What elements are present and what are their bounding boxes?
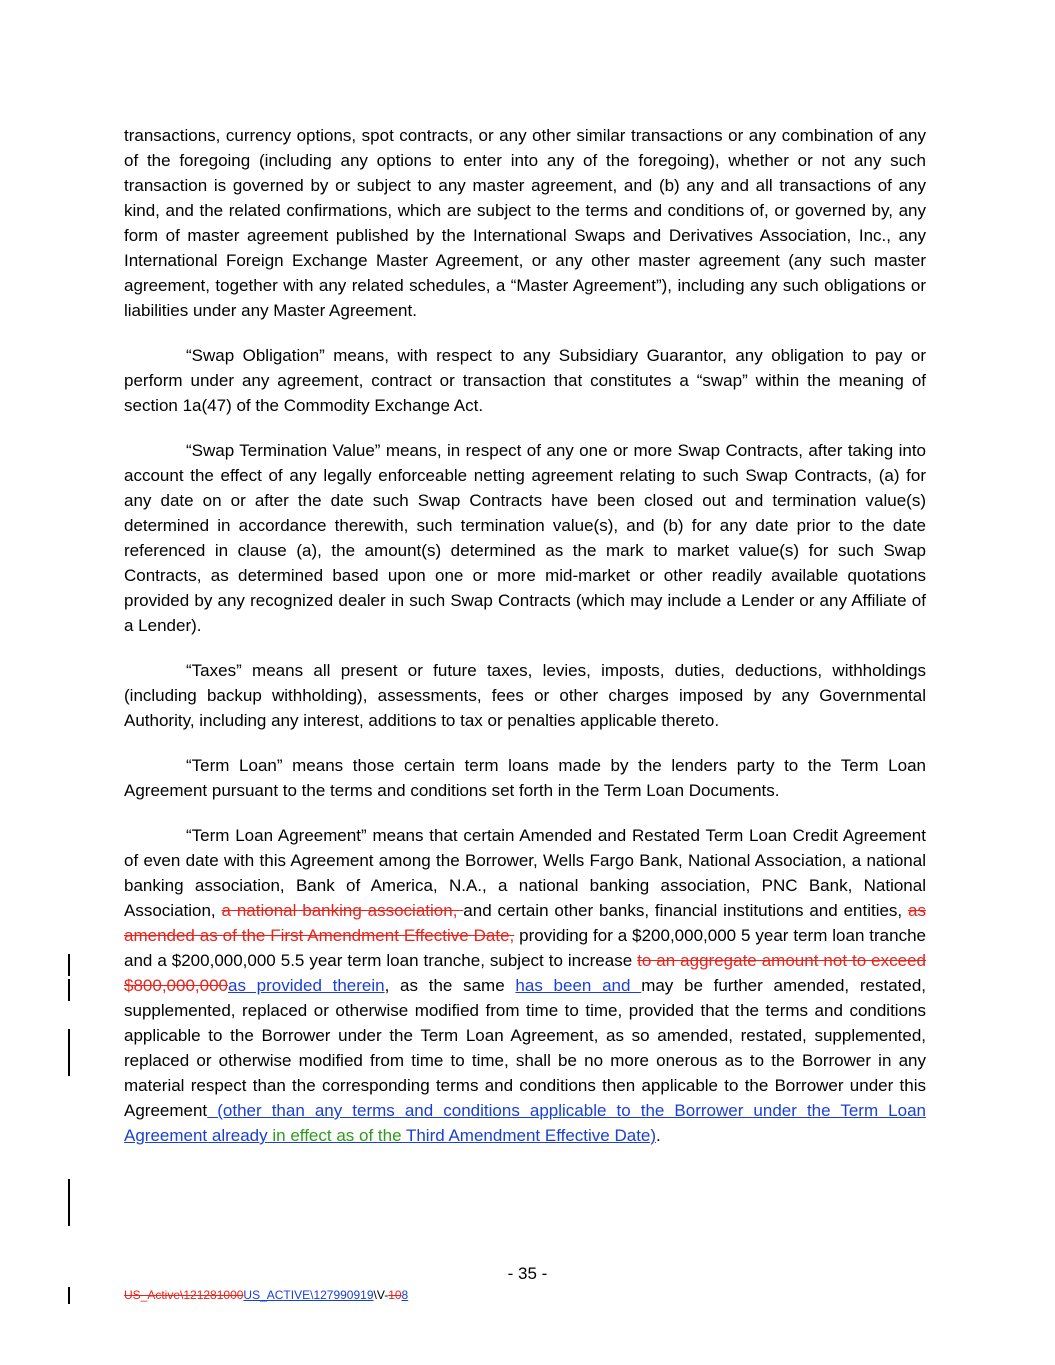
text-run: may be further amended, restated, supplemented, replaced or otherwise modified from time to time, provided that the terms and conditions applicable to the Borrower under the Term Loan Agreement, as so amended, restated, supplemented, replaced or otherwise modified from time to time, shall be no more onerous as to the Borrower in any material respect than the corresponding terms and conditions then applicable to the Borrower under this Agreement xyxy=(124,976,927,1120)
paragraph-term-loan: “Term Loan” means those certain term loans made by the lenders party to the Term Loan Agreement pursuant to the terms and conditions set forth in the Term Loan Documents. xyxy=(124,756,926,800)
inserted-text: (other than any terms and conditions applicable to the Borrower under the Term Loan Agreement already xyxy=(124,1101,926,1145)
text-run: “Term Loan Agreement” means that certain Amended and Restated Term Loan Credit Agreement of even date with this Agreement among the Borrower, Wells Fargo Bank, National Association, a national banking association, Bank of America, N.A., a national banking association, PNC Bank, National Association, xyxy=(124,826,926,920)
document-body xyxy=(124,123,926,1168)
inserted-doc-id: US_ACTIVE\127990919 xyxy=(243,1288,374,1302)
page-number: - 35 - xyxy=(507,1264,548,1283)
deleted-doc-id: US_Active\121281000 xyxy=(124,1288,244,1302)
deleted-version: 10 xyxy=(388,1288,402,1302)
paragraph-swap-obligation: “Swap Obligation” means, with respect to any Subsidiary Guarantor, any obligation to pay or perform under any agreement, contract or transaction that constitutes a “swap” within the meaning of section 1a(47) of the Commodity Exchange Act. xyxy=(124,346,926,415)
inserted-text: Third Amendment Effective Date) xyxy=(405,1126,657,1145)
text-run: providing for a $200,000,000 5 year term loan tranche and a $200,000,000 5.5 year term loan tranche, subject to increase xyxy=(124,926,926,970)
change-bar xyxy=(68,954,70,976)
text-run: . xyxy=(656,1126,661,1145)
deleted-text: as amended as of the First Amendment Effective Date, xyxy=(124,901,926,945)
inserted-text: has been and xyxy=(515,976,642,995)
version-prefix: \V- xyxy=(373,1288,389,1302)
paragraph-swap-termination-value: “Swap Termination Value” means, in respect of any one or more Swap Contracts, after taking into account the effect of any legally enforceable netting agreement relating to such Swap Contracts, (a) for any date on or after the date such Swap Contracts have been closed out and termination value(s) determined in accordance therewith, such termination value(s), and (b) for any date prior to the date referenced in clause (a), the amount(s) determined as the mark to market value(s) for such Swap Contracts, as determined based upon one or more mid-market or other readily available quotations provided by any recognized dealer in such Swap Contracts (which may include a Lender or any Affiliate of a Lender). xyxy=(124,441,926,635)
paragraph-term-loan-agreement xyxy=(124,823,926,1148)
text-run: , as the same xyxy=(384,976,516,995)
change-bar xyxy=(68,979,70,1001)
moved-text: in effect as of the xyxy=(267,1126,406,1145)
inserted-text: as provided therein xyxy=(228,976,385,995)
deleted-text: to an aggregate amount not to exceed $800,000,000 xyxy=(124,951,926,995)
paragraph-taxes: “Taxes” means all present or future taxes, levies, imposts, duties, deductions, withholdings (including backup withholding), assessments, fees or other charges imposed by any Governmental Authority, including any interest, additions to tax or penalties applicable thereto. xyxy=(124,661,926,730)
document-id xyxy=(124,1287,408,1303)
change-bar xyxy=(68,1287,70,1304)
inserted-version: 8 xyxy=(401,1288,409,1302)
change-bar xyxy=(68,1179,70,1226)
deleted-text: a national banking association, xyxy=(221,901,464,920)
text-run: and certain other banks, financial institutions and entities, xyxy=(463,901,909,920)
change-bar xyxy=(68,1029,70,1076)
paragraph-swap-contract-continued: transactions, currency options, spot contracts, or any other similar transactions or any combination of any of the foregoing (including any options to enter into any of the foregoing), whether or not any such transaction is governed by or subject to any master agreement, and (b) any and all transactions of any kind, and the related confirmations, which are subject to the terms and conditions of, or governed by, any form of master agreement published by the International Swaps and Derivatives Association, Inc., any International Foreign Exchange Master Agreement, or any other master agreement (any such master agreement, together with any related schedules, a “Master Agreement”), including any such obligations or liabilities under any Master Agreement. xyxy=(124,126,926,320)
